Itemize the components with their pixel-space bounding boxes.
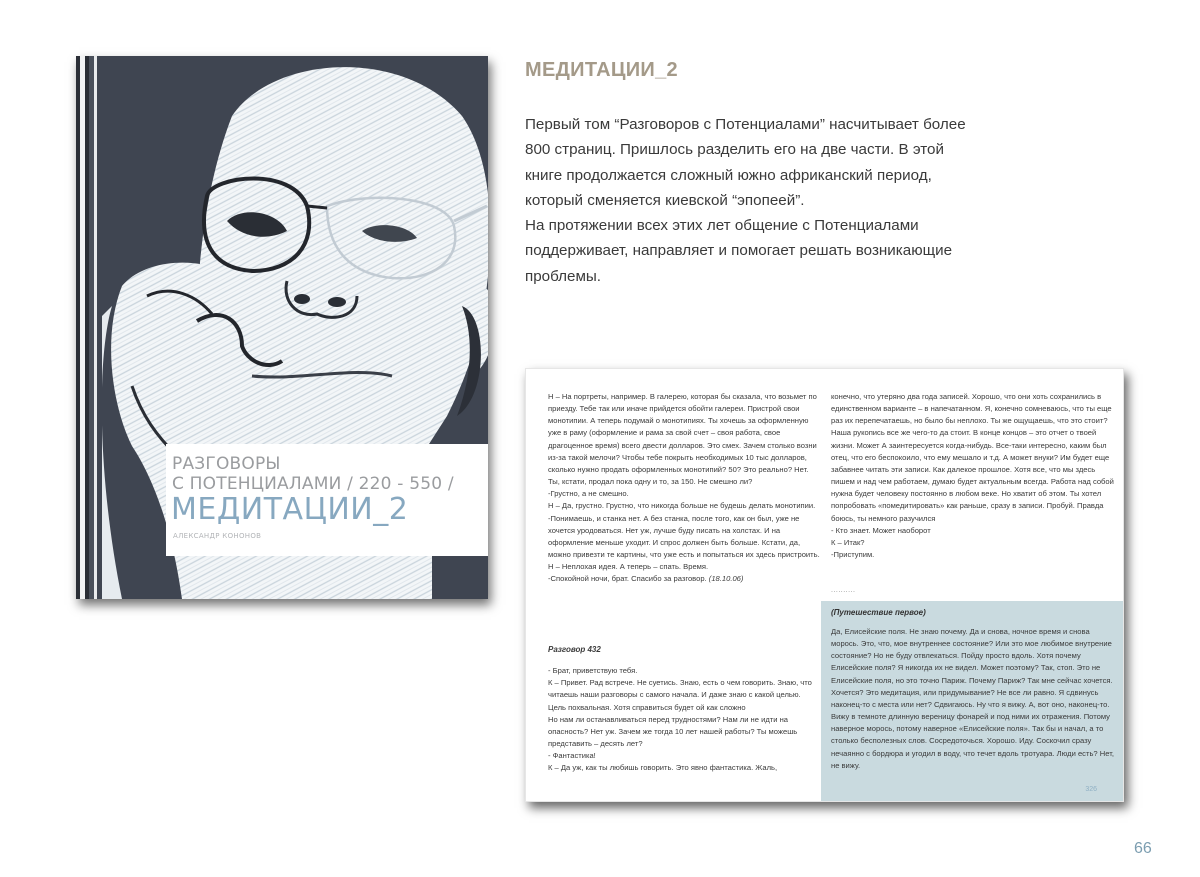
talk-432 <box>548 644 820 775</box>
dialog-paragraph: Н – Неплохая идея. А теперь – спать. Время. <box>548 562 709 572</box>
dialog-paragraph: - Фантастика! <box>548 751 596 761</box>
spread-left-page <box>526 369 821 801</box>
section-heading: МЕДИТАЦИИ_2 <box>525 59 678 81</box>
dialog-paragraph: - Брат, приветствую тебя. <box>548 666 638 676</box>
dialog-paragraph: Но нам ли останавливаться перед трудностями? Нам ли не идти на опасность? Нет уж. Зачем же тогда 10 лет нашей работы? Ты можешь представить – десять лет? <box>548 714 798 749</box>
cover-series-line-2: С ПОТЕНЦИАЛАМИ / 220 - 550 / <box>172 474 454 494</box>
dialog-paragraph: конечно, что утеряно два года записей. Хорошо, что они хоть сохранились в единственном варианте – в напечатанном. Я, конечно сомневаюсь, что ты еще раз их перепечатаешь, но было бы неплохо. Ты же ощущаешь, что это стоит? Наша рукопись все же чего-то да стоит. В конце концов – это отчет о твоей жизни. Может А заинтересуется когда-нибудь. Все-таки интересно, каким был отец, что его беспокоило, что ему мешало и т.д. А может внуки? Им будет еще забавнее читать эти записи. Как далекое прошлое. Хотя все, что мы здесь пишем и над чем работаем, думаю будет актуальным всегда. Работа над собой нужна будет человеку постоянно в любом веке. Но хватит об этом. Ты хотел попробовать «помедитировать» как раньше, сразу в записи. Пробуй. Правда боюсь, ты немного разучился <box>831 392 1114 523</box>
meditation-title: (Путешествие первое) <box>831 608 926 617</box>
dialog-paragraph: - Кто знает. Может наоборот <box>831 525 931 535</box>
dialog-paragraph: К – Итак? <box>831 537 865 547</box>
right-page-dialog <box>831 391 1116 561</box>
spread-page-number: 326 <box>1085 786 1097 793</box>
dialog-paragraph: К – Да уж, как ты любишь говорить. Это явно фантастика. Жаль, <box>548 763 778 773</box>
meditation-highlight-box <box>821 601 1123 801</box>
closing-text: -Спокойной ночи, брат. Спасибо за разговор. <box>548 574 707 584</box>
intro-text <box>525 112 985 289</box>
book-spread-preview <box>525 368 1124 802</box>
dialog-paragraph: Н – Да, грустно. Грустно, что никогда больше не будешь делать монотипии. <box>548 501 816 511</box>
closing-date: (18.10.06) <box>708 574 744 584</box>
spread-right-page <box>821 369 1123 801</box>
dialog-paragraph: -Грустно, а не смешно. <box>548 489 629 499</box>
dialog-paragraph: -Приступим. <box>831 550 875 560</box>
cover-series-line-1: РАЗГОВОРЫ <box>172 454 281 474</box>
cover-title-band <box>166 444 488 556</box>
talk-title: Разговор 432 <box>548 645 601 654</box>
dialog-paragraph: Н – На портреты, например. В галерею, которая бы сказала, что возьмет по приезду. Тебе так или иначе прийдется обойти галереи. Пристрой свои монотипии. А теперь подумай о монотипиях. Ты хочешь за оформленную уже в раму (оформление и рама за свой счет – своя работа, свое драгоценное время) всего двести долларов. Это смех. Зачем столько возни из-за такой мелочи? Чтобы тебе покрыть необходимых 10 тыс долларов, сколько нужно продать оформленных монотипий? 50? Это реально? Нет. Ты, кстати, продал пока одну и то, за 150. Не смешно ли? <box>548 392 817 487</box>
page-number: 66 <box>1134 840 1152 857</box>
dialog-paragraph: -Понимаешь, и станка нет. А без станка, после того, как он был, уже не хочется уродоваться. Нет уж, лучше буду писать на холстах. И на оформление меньше уходит. И спрос должен быть больше. Кстати, да, можно привезти те картины, что уже есть и попытаться их здесь пристроить. <box>548 513 820 560</box>
dialog-paragraph: К – Привет. Рад встрече. Не суетись. Знаю, есть о чем говорить. Знаю, что читаешь наши разговоры с самого начала. И даже знаю с какой целью. Цель похвальная. Хотя справиться будет ой как сложно <box>548 678 812 712</box>
dialog-closing-line <box>548 573 820 585</box>
section-separator-dots: .......... <box>831 587 856 594</box>
intro-paragraph: Первый том “Разговоров с Потенциалами” насчитывает более 800 страниц. Пришлось разделить его на две части. В этой книге продолжается сложный южно африканский период, который сменяется киевской “эпопеей”. <box>525 116 966 209</box>
left-page-dialog <box>548 391 820 586</box>
cover-title: МЕДИТАЦИИ_2 <box>171 492 409 527</box>
book-cover <box>76 56 488 599</box>
cover-spine-stripes <box>76 56 102 599</box>
intro-paragraph: На протяжении всех этих лет общение с Потенциалами поддерживает, направляет и помогает решать возникающие проблемы. <box>525 217 953 285</box>
cover-author: АЛЕКСАНДР КОНОНОВ <box>173 532 262 540</box>
meditation-text: Да, Елисейские поля. Не знаю почему. Да и снова, ночное время и снова морось. Это, что, мое внутреннее состояние? Или это мое любимое внутрение состояние? Но не буду отвлекаться. Пойду просто вдоль. Хотя почему Елисейские поля? Я никогда их не видел. Может поэтому? Так, стоп. Это не Елисейские поля, но это точно Париж. Почему Париж? Так мне сейчас хочется. Хочется? Это медитация, или придумывание? Не все ли равно. Я сдвинусь наконец-то с места или нет? Сдвигаюсь. Ну что я вижу. А, вот оно, наконец-то. Вижу в темноте длинную вереницу фонарей и под ними их отражения. Потому наверное морось, потому наверное «Елисейские поля». Так бы и начал, а то столько бесполезных слов. Сосредоточься. Хорошо. Иду. Соскочил сразу нечаянно с бордюра и угодил в воду, что течет вдоль тротуара. Люди есть? Нет, не вижу. <box>831 627 1114 770</box>
